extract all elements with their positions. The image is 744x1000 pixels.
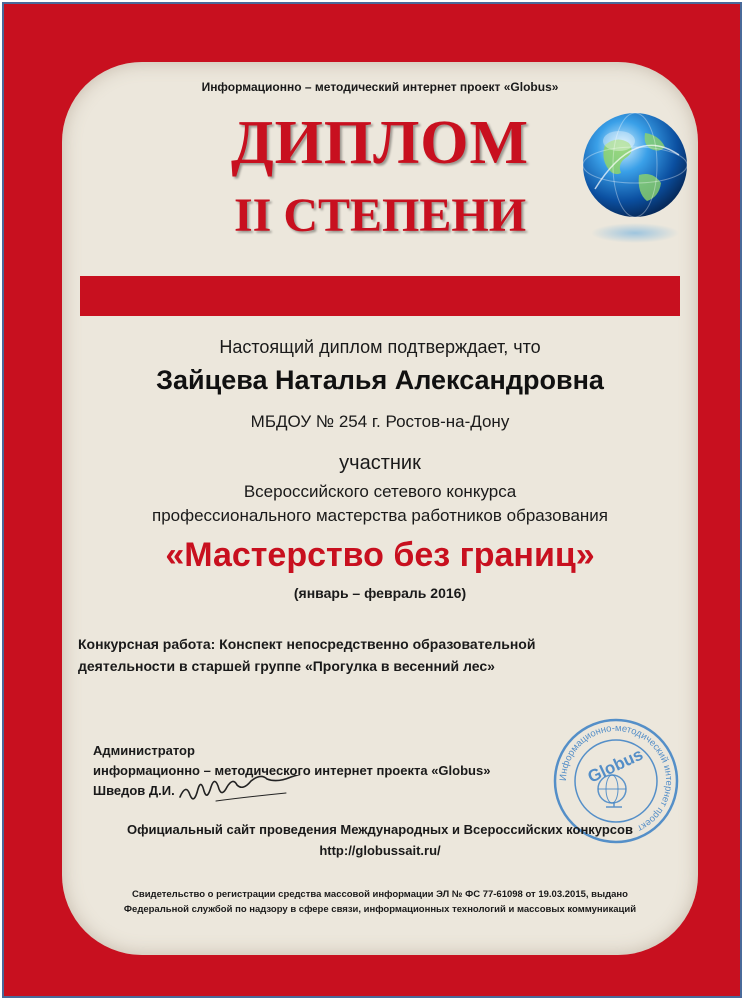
confirmation-text: Настоящий диплом подтверждает, что (219, 337, 541, 357)
registration-notice-line1: Свидетельство о регистрации средства массовой информации ЭЛ № ФС 77-61098 от 19.03.2015, выдано (132, 889, 628, 900)
globe-icon (575, 105, 695, 250)
contest-name: «Мастерство без границ» (165, 536, 595, 574)
diploma-degree: II СТЕПЕНИ (233, 189, 527, 242)
participant-role: участник (339, 452, 421, 474)
diploma-title: ДИПЛОМ (230, 109, 530, 177)
project-header: Информационно – методический интернет проект «Globus» (201, 80, 559, 94)
registration-notice-line2: Федеральной службой по надзору в сфере связи, информационных технологий и массовых коммуникаций (123, 904, 637, 915)
contest-work-line1: Конкурсная работа: Конспект непосредственно образовательной (78, 636, 536, 652)
official-site-text: Официальный сайт проведения Международных и Всероссийских конкурсов (127, 822, 633, 837)
official-site-url[interactable]: http://globussait.ru/ (319, 843, 441, 858)
handwritten-signature (176, 775, 326, 809)
admin-title: Администратор (93, 743, 195, 758)
contest-description-line1: Всероссийского сетевого конкурса (243, 482, 517, 501)
admin-project: информационно – методического интернет проекта «Globus» (93, 763, 491, 778)
contest-work-line2: деятельности в старшей группе «Прогулка в весенний лес» (78, 658, 495, 674)
contest-description-line2: профессионального мастерства работников образования (151, 506, 608, 525)
recipient-name: Зайцева Наталья Александровна (156, 365, 604, 395)
contest-period: (январь – февраль 2016) (293, 585, 467, 601)
recipient-organization: МБДОУ № 254 г. Ростов-на-Дону (250, 412, 510, 431)
admin-name: Шведов Д.И. (93, 783, 175, 798)
contest-work (78, 633, 618, 677)
stamp-center-text: Globus (584, 744, 646, 787)
red-divider-bar (80, 276, 680, 316)
stamp-ring-text: Информационно-методический интернет проект (557, 722, 675, 834)
